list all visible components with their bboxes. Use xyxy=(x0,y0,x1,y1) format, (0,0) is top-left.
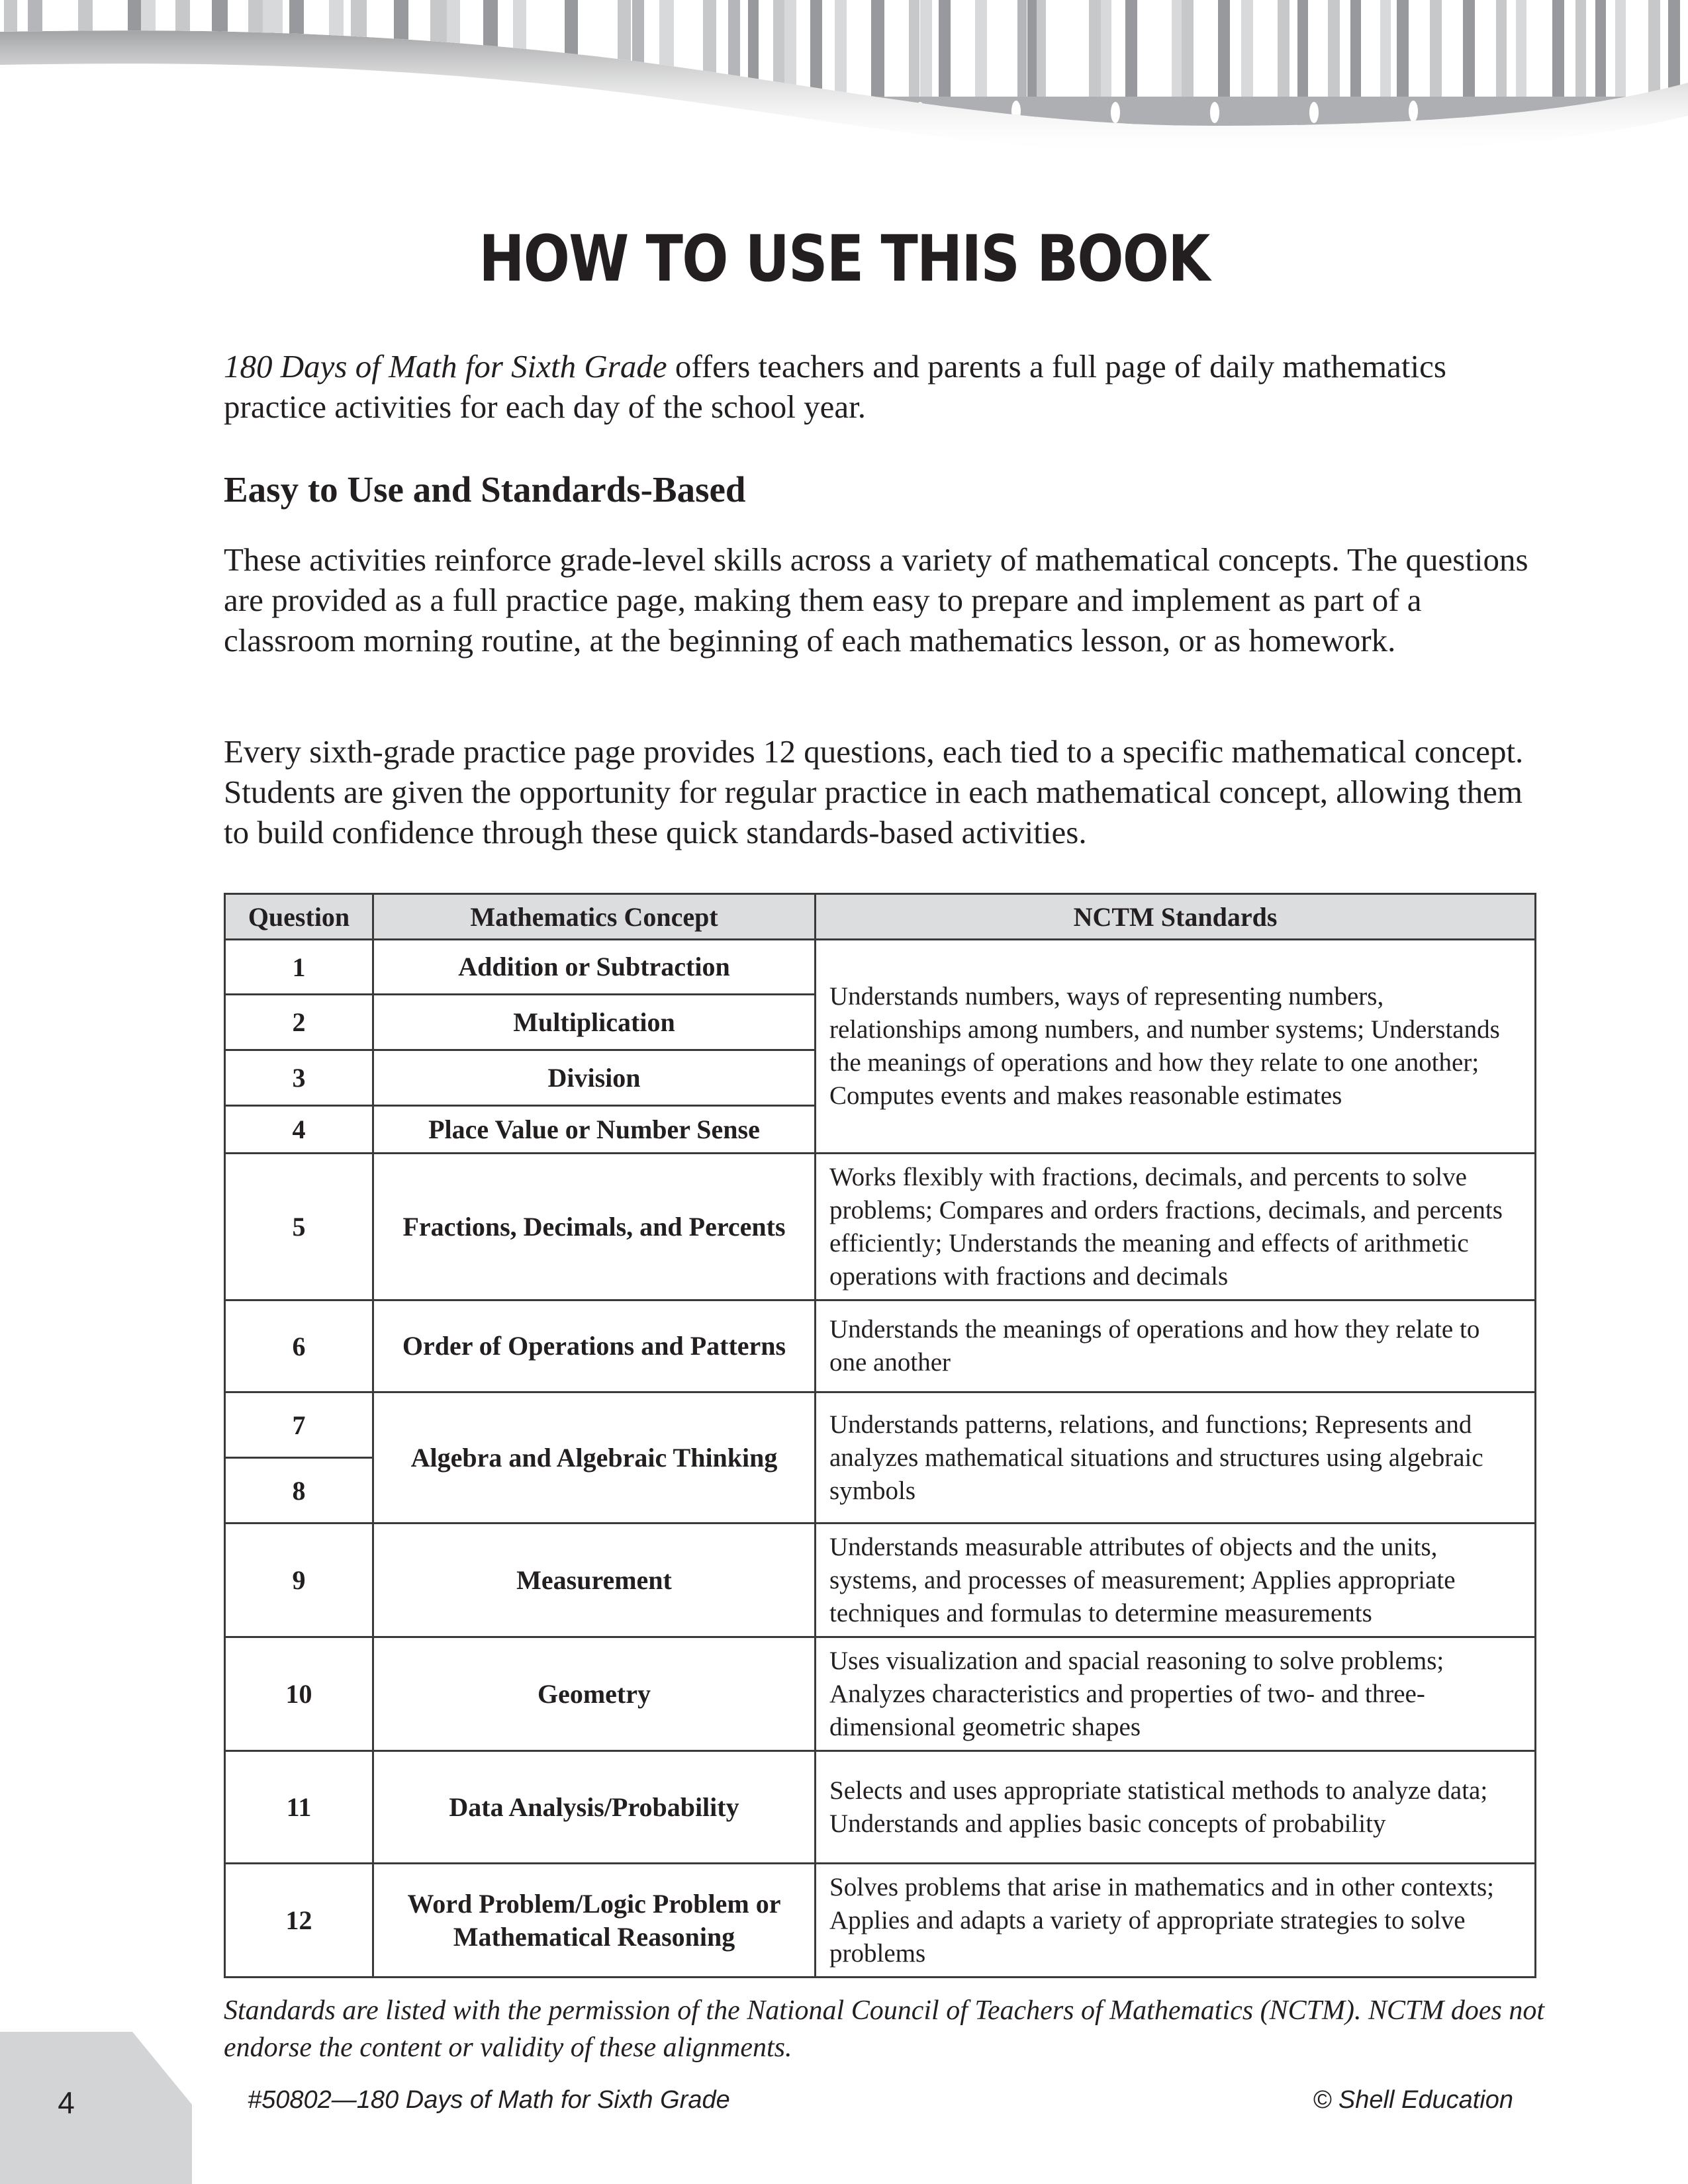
table-row xyxy=(225,1300,1536,1392)
question-number: 6 xyxy=(225,1300,373,1392)
page-number: 4 xyxy=(58,2085,75,2120)
page-title: HOW TO USE THIS BOOK xyxy=(479,222,1209,296)
footer-copyright: © Shell Education xyxy=(1313,2086,1513,2114)
table-row xyxy=(225,1864,1536,1978)
table-row xyxy=(225,940,1536,995)
question-number: 12 xyxy=(225,1864,373,1978)
paragraph-usage: These activities reinforce grade-level skills across a variety of mathematical concepts. The questions are provided as a full practice page, making them easy to prepare and implement as part of a classroom morning routine, at the beginning of each mathematics lesson, or as homework. xyxy=(224,541,1528,659)
standard-text: Understands patterns, relations, and functions; Represents and analyzes mathematical situations and structures using algebraic symbols xyxy=(816,1392,1536,1524)
concept: Multiplication xyxy=(373,995,816,1050)
table-header-row xyxy=(225,894,1536,940)
standard-text: Understands the meanings of operations and how they relate to one another xyxy=(816,1300,1536,1392)
standard-text: Selects and uses appropriate statistical methods to analyze data; Understands and applies basic concepts of probability xyxy=(816,1751,1536,1864)
concept: Geometry xyxy=(373,1637,816,1751)
table-row xyxy=(225,1392,1536,1458)
question-number: 8 xyxy=(225,1458,373,1524)
header-question: Question xyxy=(225,894,373,940)
concept: Data Analysis/Probability xyxy=(373,1751,816,1864)
table-row xyxy=(225,1637,1536,1751)
concept: Order of Operations and Patterns xyxy=(373,1300,816,1392)
concept: Algebra and Algebraic Thinking xyxy=(373,1392,816,1524)
question-number: 5 xyxy=(225,1154,373,1300)
decorative-banner xyxy=(0,0,1688,159)
standard-text: Solves problems that arise in mathematics and in other contexts; Applies and adapts a variety of appropriate strategies to solve problems xyxy=(816,1864,1536,1978)
question-number: 3 xyxy=(225,1050,373,1106)
footer-product: #50802—180 Days of Math for Sixth Grade xyxy=(248,2086,730,2114)
table-row xyxy=(225,1524,1536,1637)
question-number: 2 xyxy=(225,995,373,1050)
concept: Fractions, Decimals, and Percents xyxy=(373,1154,816,1300)
question-number: 10 xyxy=(225,1637,373,1751)
question-number: 11 xyxy=(225,1751,373,1864)
standard-text: Understands numbers, ways of representing numbers, relationships among numbers, and number systems; Understands the meanings of operations and how they relate to one another; Computes events and makes reasonable estimates xyxy=(816,940,1536,1154)
header-concept: Mathematics Concept xyxy=(373,894,816,940)
question-number: 9 xyxy=(225,1524,373,1637)
standard-text: Works flexibly with fractions, decimals, and percents to solve problems; Compares and orders fractions, decimals, and percents efficiently; Understands the meaning and effects of arithmetic operations with fractions and decimals xyxy=(816,1154,1536,1300)
standard-text: Uses visualization and spacial reasoning to solve problems; Analyzes characteristics and properties of two- and three-dimensional geometric shapes xyxy=(816,1637,1536,1751)
question-number: 1 xyxy=(225,940,373,995)
intro-text: offers teachers and parents a full page of daily mathematics practice activities for each day of the school year. xyxy=(224,348,1446,425)
intro-paragraph xyxy=(224,346,1534,427)
concept: Place Value or Number Sense xyxy=(373,1106,816,1154)
concept: Measurement xyxy=(373,1524,816,1637)
question-number: 4 xyxy=(225,1106,373,1154)
table-row xyxy=(225,1154,1536,1300)
concept: Division xyxy=(373,1050,816,1106)
standards-table xyxy=(224,893,1536,1978)
standard-text: Understands measurable attributes of objects and the units, systems, and processes of measurement; Applies appropriate techniques and formulas to determine measurements xyxy=(816,1524,1536,1637)
question-number: 7 xyxy=(225,1392,373,1458)
paragraph-questions: Every sixth-grade practice page provides 12 questions, each tied to a specific mathematical concept. Students are given the opportunity for regular practice in each mathematical concept, allowing them to build confidence through these quick standards-based activities. xyxy=(224,733,1524,850)
header-standards: NCTM Standards xyxy=(816,894,1536,940)
permission-footnote: Standards are listed with the permission of the National Council of Teachers of Mathematics (NCTM). NCTM does not endorse the content or validity of these alignments. xyxy=(224,1995,1544,2063)
concept: Word Problem/Logic Problem or Mathematical Reasoning xyxy=(373,1864,816,1978)
concept: Addition or Subtraction xyxy=(373,940,816,995)
table-row xyxy=(225,1751,1536,1864)
section-heading: Easy to Use and Standards-Based xyxy=(224,469,746,510)
book-title: 180 Days of Math for Sixth Grade xyxy=(224,348,667,385)
